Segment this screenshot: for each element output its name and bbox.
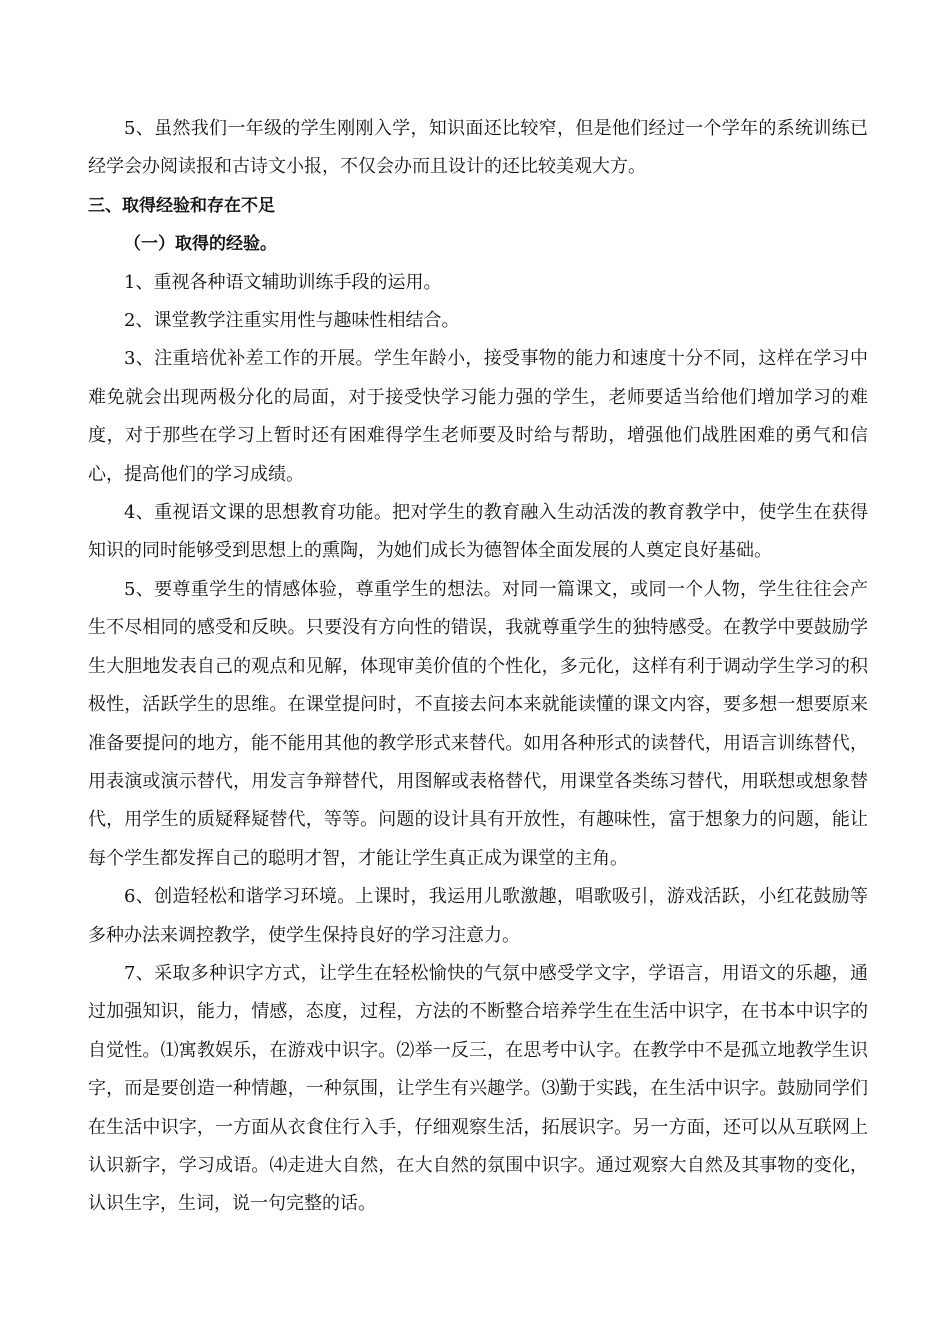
experience-item-2: 2、课堂教学注重实用性与趣味性相结合。 <box>124 310 460 332</box>
experience-item-5: 5、要尊重学生的情感体验，尊重学生的想法。对同一篇课文，或同一个人物，学生往往会产生不尽相同的感受和反映。只要没有方向性的错误，我就尊重学生的独特感受。在教学中要鼓励学生大胆地发表自己的观点和见解，体现审美价值的个性化，多元化，这样有利于调动学生学习的积极性，活跃学生的思维。在课堂提问时，不直接去问本来就能读懂的课文内容，要多想一想要原来准备要提问的地方，能不能用其他的教学形式来替代。如用各种形式的读替代，用语言训练替代，用表演或演示替代，用发言争辩替代，用图解或表格替代，用课堂各类练习替代，用联想或想象替代，用学生的质疑释疑替代，等等。问题的设计具有开放性，有趣味性，富于想象力的问题，能让每个学生都发挥自己的聪明才智，才能让学生真正成为课堂的主角。 <box>88 578 868 869</box>
subsection-heading-1: （一）取得的经验。 <box>124 234 277 255</box>
paragraph-5-summary: 5、虽然我们一年级的学生刚刚入学，知识面还比较窄，但是他们经过一个学年的系统训练已经学会办阅读报和古诗文小报，不仅会办而且设计的还比较美观大方。 <box>88 118 868 178</box>
experience-item-1: 1、重视各种语文辅助训练手段的运用。 <box>124 271 442 293</box>
section-heading-3: 三、取得经验和存在不足 <box>88 195 275 216</box>
experience-item-4: 4、重视语文课的思想教育功能。把对学生的教育融入生动活泼的教育教学中，使学生在获得知识的同时能够受到思想上的熏陶，为她们成长为德智体全面发展的人奠定良好基础。 <box>88 502 868 562</box>
document-body <box>88 110 868 1224</box>
experience-item-3: 3、注重培优补差工作的开展。学生年龄小，接受事物的能力和速度十分不同，这样在学习中难免就会出现两极分化的局面，对于接受快学习能力强的学生，老师要适当给他们增加学习的难度，对于那些在学习上暂时还有困难得学生老师要及时给与帮助，增强他们战胜困难的勇气和信心，提高他们的学习成绩。 <box>88 348 868 485</box>
experience-item-6: 6、创造轻松和谐学习环境。上课时，我运用儿歌激趣，唱歌吸引，游戏活跃，小红花鼓励等多种办法来调控教学，使学生保持良好的学习注意力。 <box>88 886 868 946</box>
experience-item-7: 7、采取多种识字方式，让学生在轻松愉快的气氛中感受学文字，学语言，用语文的乐趣，通过加强知识，能力，情感，态度，过程，方法的不断整合培养学生在生活中识字，在书本中识字的自觉性。⑴寓教娱乐，在游戏中识字。⑵举一反三，在思考中认字。在教学中不是孤立地教学生识字，而是要创造一种情趣，一种氛围，让学生有兴趣学。⑶勤于实践，在生活中识字。鼓励同学们在生活中识字，一方面从衣食住行入手，仔细观察生活，拓展识字。另一方面，还可以从互联网上认识新字，学习成语。⑷走进大自然，在大自然的氛围中识字。通过观察大自然及其事物的变化，认识生字，生词，说一句完整的话。 <box>88 962 868 1215</box>
